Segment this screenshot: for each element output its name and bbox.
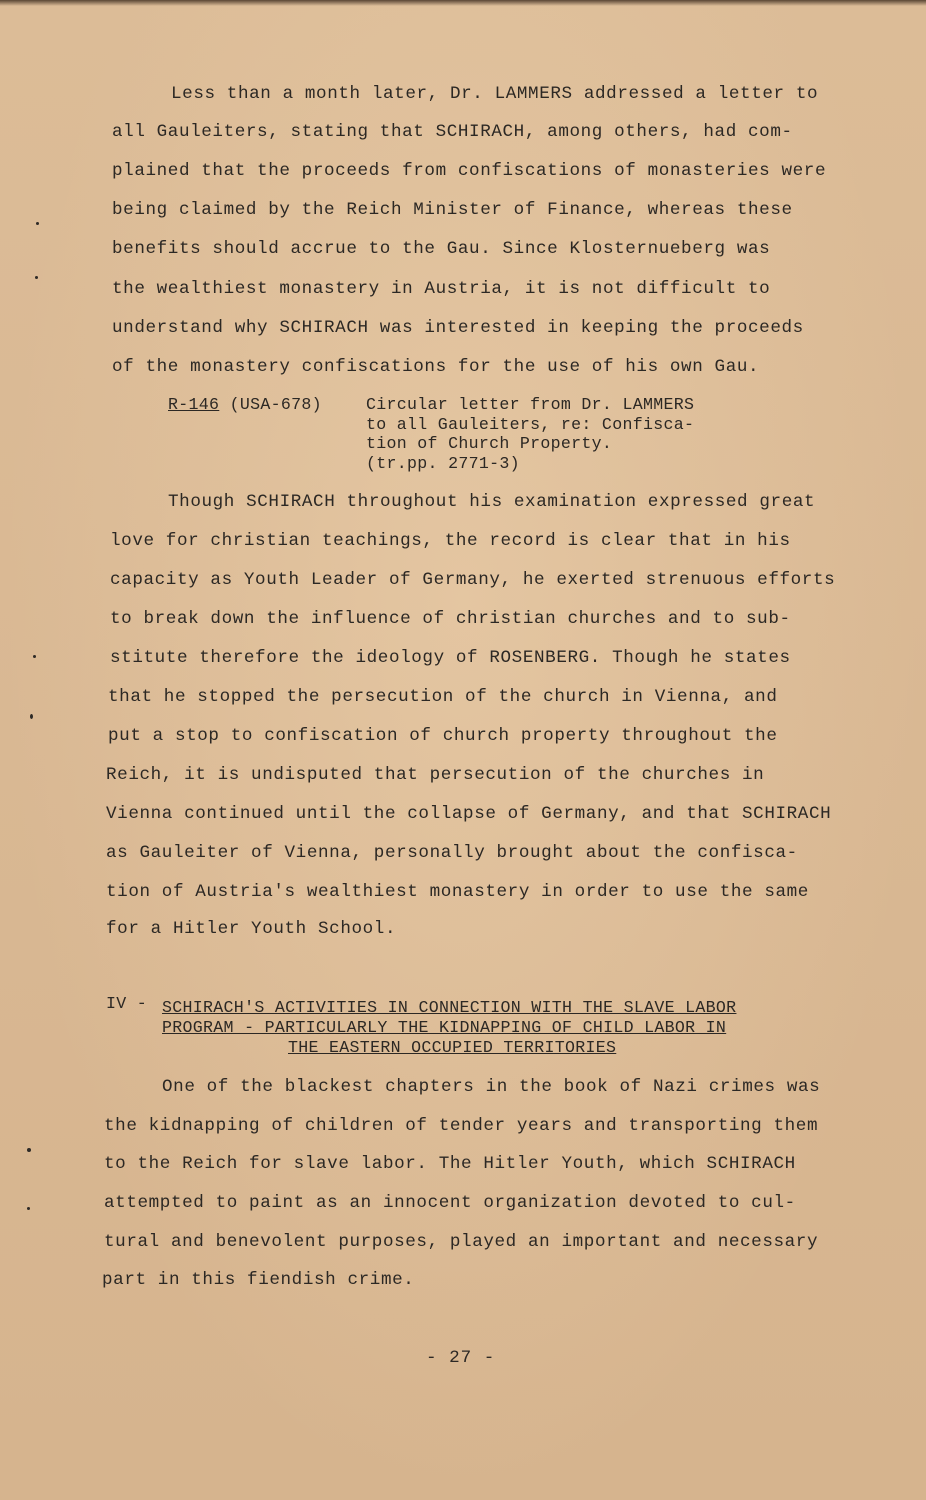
paper-speck [33, 655, 36, 658]
text-line: put a stop to confiscation of church property throughout the [108, 726, 778, 746]
section-number: IV - [106, 994, 148, 1013]
text-line: stitute therefore the ideology of ROSENBERG. Though he states [110, 648, 791, 668]
text-line: being claimed by the Reich Minister of Finance, whereas these [112, 200, 793, 220]
text-line: the wealthiest monastery in Austria, it is not difficult to [112, 279, 771, 299]
text-line: part in this fiendish crime. [102, 1270, 415, 1290]
paper-speck [36, 222, 39, 225]
paper-speck [35, 276, 38, 279]
text-line: understand why SCHIRACH was interested in keeping the proceeds [112, 318, 804, 338]
text-line: Though SCHIRACH throughout his examination expressed great [168, 492, 816, 512]
text-line: as Gauleiter of Vienna, personally brought about the confisca- [106, 843, 798, 863]
text-line: to the Reich for slave labor. The Hitler Youth, which SCHIRACH [104, 1154, 796, 1174]
text-line: Reich, it is undisputed that persecution of the churches in [106, 765, 765, 785]
text-line: plained that the proceeds from confiscations of monasteries were [112, 161, 827, 181]
section-title-line: SCHIRACH'S ACTIVITIES IN CONNECTION WITH THE SLAVE LABOR [162, 998, 737, 1017]
text-line: One of the blackest chapters in the book of Nazi crimes was [162, 1077, 821, 1097]
text-line: that he stopped the persecution of the church in Vienna, and [108, 687, 778, 707]
text-line: capacity as Youth Leader of Germany, he exerted strenuous efforts [110, 570, 836, 590]
text-line: of the monastery confiscations for the use of his own Gau. [112, 357, 760, 377]
text-line: the kidnapping of children of tender years and transporting them [104, 1116, 819, 1136]
citation-line: (tr.pp. 2771-3) [366, 453, 520, 473]
text-line: tural and benevolent purposes, played an important and necessary [104, 1232, 819, 1252]
text-line: tion of Austria's wealthiest monastery in order to use the same [106, 882, 809, 902]
text-line: to break down the influence of christian churches and to sub- [110, 609, 791, 629]
text-line: attempted to paint as an innocent organization devoted to cul- [104, 1193, 796, 1213]
section-title-line: THE EASTERN OCCUPIED TERRITORIES [288, 1038, 617, 1057]
text-line: love for christian teachings, the record is clear that in his [110, 531, 791, 551]
citation-exhibit-number: (USA-678) [229, 395, 322, 414]
text-line: Vienna continued until the collapse of Germany, and that SCHIRACH [106, 804, 832, 824]
paper-speck [27, 1148, 31, 1152]
citation-reference [168, 395, 322, 415]
citation-line: Circular letter from Dr. LAMMERS [366, 395, 695, 414]
page-top-edge [0, 0, 926, 6]
citation-line: tion of Church Property. [366, 434, 613, 453]
citation-description [366, 395, 694, 473]
text-line: for a Hitler Youth School. [106, 919, 397, 939]
text-line: all Gauleiters, stating that SCHIRACH, among others, had com- [112, 122, 793, 142]
citation-document-code: R-146 [168, 395, 220, 414]
text-line: benefits should accrue to the Gau. Since Klosternueberg was [112, 239, 771, 259]
section-title-line: PROGRAM - PARTICULARLY THE KIDNAPPING OF CHILD LABOR IN [162, 1018, 727, 1037]
text-line: Less than a month later, Dr. LAMMERS addressed a letter to [171, 84, 819, 104]
page-number: - 27 - [426, 1348, 496, 1368]
citation-line: to all Gauleiters, re: Confisca- [366, 414, 695, 434]
paper-speck [27, 1207, 30, 1210]
paper-speck [30, 714, 33, 719]
